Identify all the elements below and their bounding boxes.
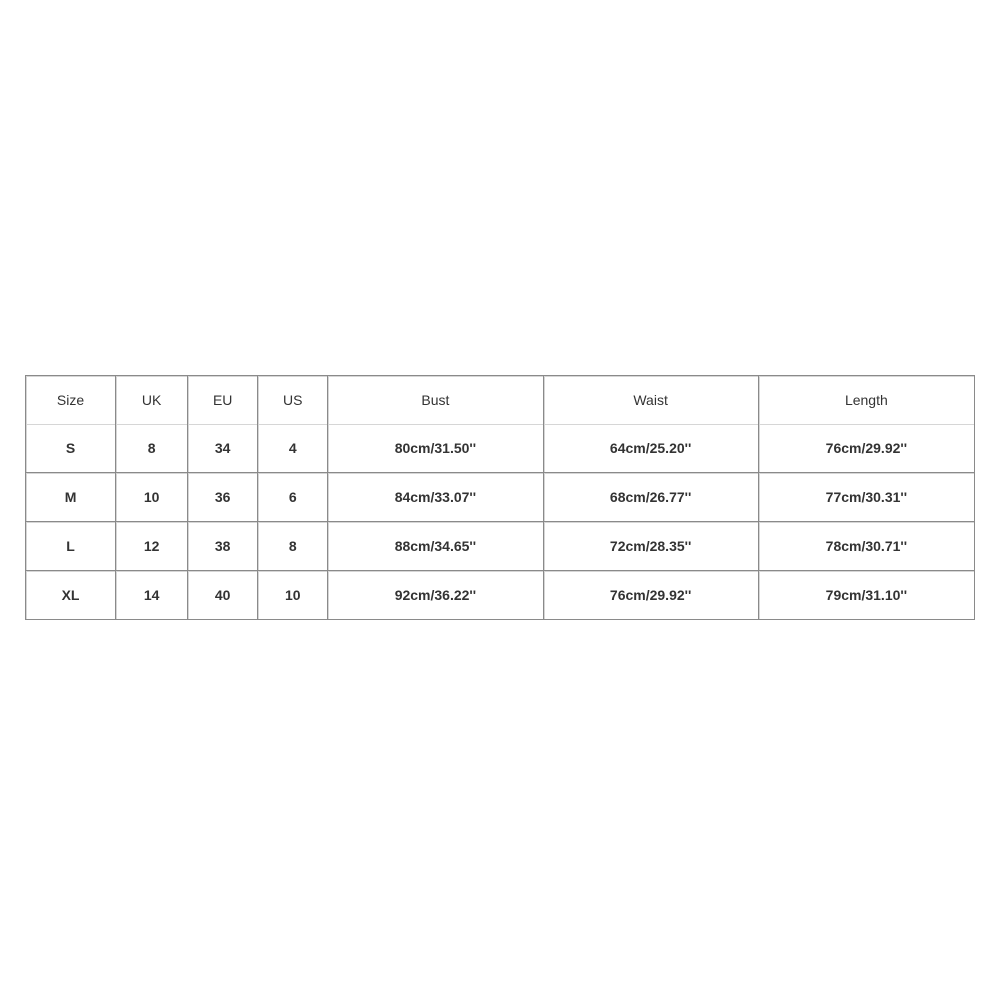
table-row xyxy=(26,424,974,473)
cell-uk: 10 xyxy=(116,473,188,522)
cell-us: 8 xyxy=(258,522,328,571)
cell-bust: 84cm/33.07'' xyxy=(328,473,543,522)
table-row xyxy=(26,473,974,522)
cell-size: S xyxy=(26,424,116,473)
cell-size: M xyxy=(26,473,116,522)
cell-waist: 64cm/25.20'' xyxy=(544,424,759,473)
cell-us: 6 xyxy=(258,473,328,522)
cell-size: XL xyxy=(26,571,116,619)
cell-length: 79cm/31.10'' xyxy=(759,571,974,619)
header-eu: EU xyxy=(188,376,258,424)
header-us: US xyxy=(258,376,328,424)
cell-us: 4 xyxy=(258,424,328,473)
cell-length: 76cm/29.92'' xyxy=(759,424,974,473)
header-row xyxy=(26,376,974,424)
cell-us: 10 xyxy=(258,571,328,619)
cell-eu: 40 xyxy=(188,571,258,619)
header-size: Size xyxy=(26,376,116,424)
cell-waist: 72cm/28.35'' xyxy=(544,522,759,571)
cell-eu: 36 xyxy=(188,473,258,522)
table-row xyxy=(26,522,974,571)
cell-size: L xyxy=(26,522,116,571)
table-row xyxy=(26,571,974,619)
cell-uk: 12 xyxy=(116,522,188,571)
cell-bust: 80cm/31.50'' xyxy=(328,424,543,473)
cell-length: 78cm/30.71'' xyxy=(759,522,974,571)
header-waist: Waist xyxy=(544,376,759,424)
cell-eu: 38 xyxy=(188,522,258,571)
header-uk: UK xyxy=(116,376,188,424)
cell-bust: 88cm/34.65'' xyxy=(328,522,543,571)
size-chart-table xyxy=(25,375,975,620)
cell-length: 77cm/30.31'' xyxy=(759,473,974,522)
cell-waist: 76cm/29.92'' xyxy=(544,571,759,619)
header-bust: Bust xyxy=(328,376,543,424)
cell-bust: 92cm/36.22'' xyxy=(328,571,543,619)
cell-uk: 8 xyxy=(116,424,188,473)
cell-uk: 14 xyxy=(116,571,188,619)
cell-waist: 68cm/26.77'' xyxy=(544,473,759,522)
cell-eu: 34 xyxy=(188,424,258,473)
header-length: Length xyxy=(759,376,974,424)
